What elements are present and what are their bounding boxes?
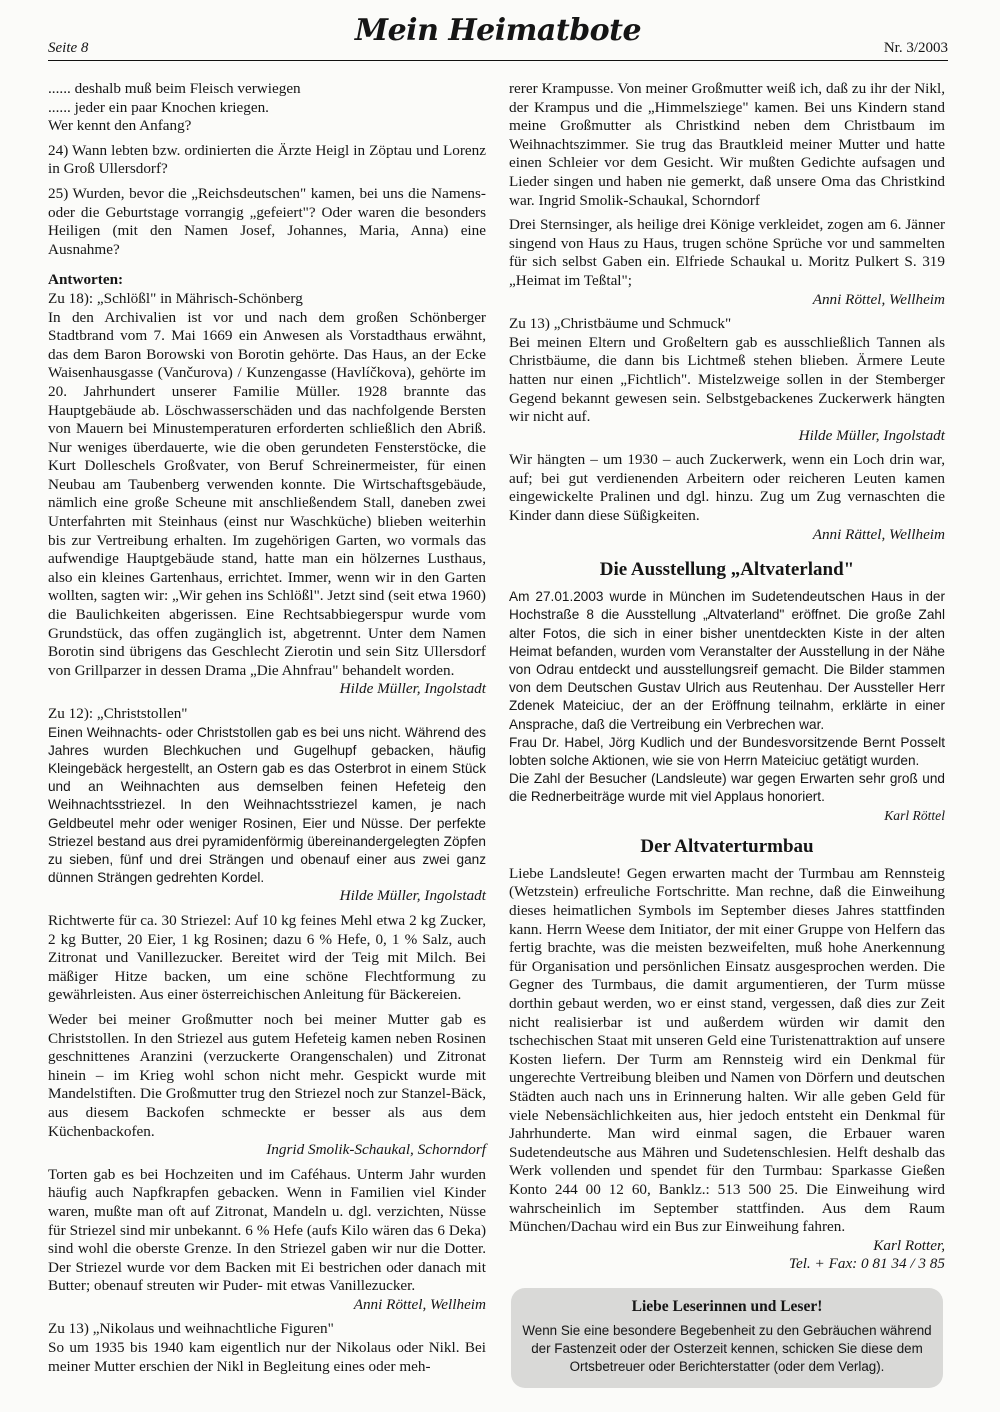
nikolaus-continued-text: rerer Krampusse. Von meiner Großmutter weiß ich, daß zu ihr der Nikl, der Krampus und die „Himmelsziege" kamen. Bei uns Kindern stand meine Großmutter als Christkind neben dem Christbaum im Weihnachtszimmer. Sie trug das Brautkleid meiner Mutter und hatte einen Schleier vor dem Gesicht. Wir mußten Gedichte aufsagen und Lieder singen und haben nie gemerkt, daß unsere Oma das Christkind war. Ingrid Smolik-Schaukal, Schorndorf [509, 80, 945, 209]
recipe-text: Richtwerte für ca. 30 Striezel: Auf 10 kg feines Mehl etwa 2 kg Zucker, 2 kg Butter, 20 Eier, 1 kg Rosinen; dazu 6 % Hefe, 0, 1 % Salz, auch Zitronat und Vanillezucker. Bereitet wird der Teig mit Milch. Bei mäßiger Hitze backen, um eine schöne Flechtformung zu gewährleisten. Aus einer österreichischen Anleitung für Bäckereien. [48, 912, 486, 1004]
sternsinger-signature: Anni Röttel, Wellheim [812, 290, 945, 308]
ausstellung-paragraph-2: Frau Dr. Habel, Jörg Kudlich und der Bundesvorsitzende Bernt Posselt lobten solche Aktionen, wie sie von Herrn Mateiciuc getätigt wurden. [509, 734, 945, 769]
striezel-signature: Ingrid Smolik-Schaukal, Schorndorf [266, 1141, 486, 1159]
answer-18-heading: Zu 18): „Schlößl" in Mährisch-Schönberg [48, 289, 303, 307]
answer-18-signature: Hilde Müller, Ingolstadt [339, 680, 486, 698]
sternsinger-text: Drei Sternsinger, als heilige drei Könige verkleidet, zogen am 6. Jänner singend von Haus zu Haus, trugen schöne Sprüche vor und sammelten für sich selbst Gaben ein. Elfriede Schaukal u. Moritz Pulkert S. 319 „Heimat im Teßtal"; [509, 216, 945, 289]
christbaum-signature: Hilde Müller, Ingolstadt [798, 426, 945, 444]
reader-notice-text: Wenn Sie eine besondere Begebenheit zu den Gebräuchen während der Fastenzeit oder der Osterzeit kennen, schicken Sie diese dem Ortsbetreuer oder Berichterstatter (oder dem Verlag). [522, 1322, 932, 1374]
torten-signature: Anni Röttel, Wellheim [353, 1295, 486, 1313]
page-number: Seite 8 [48, 40, 89, 56]
answer-13-nikolaus-heading: Zu 13) „Nikolaus und weihnachtliche Figuren" [48, 1320, 334, 1338]
page-header [48, 14, 948, 61]
ausstellung-paragraph-3: Die Zahl der Besucher (Landsleute) war gegen Erwarten sehr groß und die Rednerbeiträge wurde mit viel Applaus honoriert. [509, 771, 945, 805]
poem-line: Wer kennt den Anfang? [48, 117, 192, 135]
answer-18-text: In den Archivalien ist vor und nach dem großen Schönberger Stadtbrand vom 7. Mai 1669 ein Anwesen als Vorstadthaus erwähnt, das dem Baron Borowski von Borotin gehörte. Das Haus, an der Ecke Waisenhausgasse (Vančurova) / Kunzengasse (Havlíčkova), gehörte im 20. Jahrhundert unserer Familie Müller. 1928 brannte das Hauptgebäude ab. Löschwasserschäden und das nachfolgende Bersten von Mauern bei Minustemperaturen erforderten schließlich den Abriß. Nur weniges überdauerte, wie die oben gerundeten Fensterstöcke, die Kurt Dolleschels Großvater, von Beruf Schreinermeister, für einen Neubau am Taubenberg verwenden konnte. Die Wirtschaftsgebäude, nämlich eine große Scheune mit anschließendem Stall, daneben zwei Unterfahrten mit Steinhaus (einst nur Waschküche) blieben weiterhin bis zur Vertreibung erhalten. Im zugehörigen Garten, wo vormals das aufwendige Hauptgebäude stand, hatte man ein hölzernes Lusthaus, also ein kleines Gartenhaus, errichtet. Immer, wenn wir in den Garten wollten, sagten wir: „Wir gehen ins Schlößl". Jetzt sind (seit etwa 1960) die Baulichkeiten abgerissen. Eine Rechtsabbiegerspur wurde vom Grundstück, das offen zugänglich ist, abgetrennt. Unter dem Namen Borotin sind übrigens das Geschlecht Zierotin und sein Sitz Ullersdorf von Grillparzer in dessen Drama „Die Ahnfrau" behandelt worden. [48, 308, 486, 679]
striezel-text: Weder bei meiner Großmutter noch bei meiner Mutter gab es Christstollen. In den Striezel aus gutem Hefeteig kamen neben Rosinen geschnittenes Aranzini (verzuckerte Orangenschalen) und Zitronat hinein – im Krieg wohl schon nicht mehr. Gespickt wurde mit Mandelstiften. Die Großmutter trug den Striezel noch zur Stanzel-Bäck, aus diesem Backofen schmeckte er besser als aus dem Küchenbackofen. [48, 1010, 486, 1140]
answer-12-heading: Zu 12): „Christstollen" [48, 705, 188, 722]
answer-13-christbaum-heading: Zu 13) „Christbäume und Schmuck" [509, 315, 732, 333]
turmbau-signature: Karl Rotter, [873, 1236, 945, 1254]
answer-13-nikolaus-text: So um 1935 bis 1940 kam eigentlich nur der Nikolaus oder Nikl. Bei meiner Mutter erschien der Nikl in Begleitung eines oder meh- [48, 1339, 486, 1375]
answer-13-christbaum-text: Bei meinen Eltern und Großeltern gab es ausschließlich Tannen als Christbäume, die dann bis Lichtmeß stehen blieben. Ärmere Leute hatten nur einen „Fichtlich". Mistelzweige sollen in der Stemberger Gegend bekannt gewesen sein. Selbstgebackenes Zuckerwerk hängten wir nicht auf. [509, 333, 945, 426]
turmbau-text: Liebe Landsleute! Gegen erwarten macht der Turmbau am Rennsteig (Wetzstein) erfreuliche Fortschritte. Man rechne, daß die Einweihung dieses heimatlichen Symbols im September dieses Jahres stattfinden kann. Herrn Weese dem Initiator, der mit einer Gruppe von Helfern das fertig brachte, was die meisten bezweifelten, muß hohe Anerkennung für Organisation und persönlichen Einsatz ausgesprochen werden. Die Gegner des Turmbaus, die damit argumentieren, der Turm müsse dorthin gebaut werden, wo er einst stand, vergessen, daß dies zur Zeit nicht realisierbar ist und außerdem würden wir damit den tschechischen Staat mit unseren Geld eine Turistenattraktion auf unsere Kosten liefern. Der Turm am Rennsteig wird ein Denkmal für ungerechte Vertreibung bleiben und Namen von Dörfern und deutschen Städten auch nach uns in Erinnerung halten. Wir alle geben Geld für viele Nebensächlichkeiten aus, hier jedoch entsteht ein Denkmal für Jahrhunderte. Man wird einmal sagen, die Erbauer waren Sudetendeutsche aus Mähren und Sudetenschlesien. Helft deshalb das Werk vollenden und spendet für den Turmbau: Sparkasse Gießen Konto 244 00 12 60, Banklz.: 513 500 25. Die Einweihung wird wahrscheinlich im September stattfinden. Aus dem Raum München/Dachau wird ein Bus zur Einweihung fahren. [509, 864, 945, 1236]
ausstellung-signature: Karl Röttel [884, 807, 945, 823]
issue-number: Nr. 3/2003 [883, 40, 948, 56]
zuckerwerk-signature: Anni Rättel, Wellheim [812, 525, 945, 543]
reader-notice-title: Liebe Leserinnen und Leser! [631, 1297, 823, 1315]
turmbau-heading: Der Altvaterturmbau [640, 835, 814, 857]
answers-heading: Antworten: [48, 271, 124, 289]
torten-text: Torten gab es bei Hochzeiten und im Caféhaus. Unterm Jahr wurden häufig auch Napfkrapfen gebacken. Wenn in Familien viel Kinder waren, mußte man oft auf Zitronat, Mandeln u. dgl. verzichten, Nüsse für Striezel sind mir unbekannt. 6 % Hefe (aufs Kilo wären das 6 Deka) sind wohl die oberste Grenze. In den Striezel gaben wir nur die Dotter. Der Striezel wurde vor dem Backen mit Ei bestrichen oder danach mit Butter; obenauf streuten wir Puder- mit etwas Vanillezucker. [48, 1165, 486, 1295]
answer-12-text: Einen Weihnachts- oder Christstollen gab es bei uns nicht. Während des Jahres wurden Blechkuchen und Gugelhupf gebacken, häufig Kleingebäck hergestellt, an Ostern gab es das Osterbrot in einem Stück und an Weihnachten aus demselben feinen Hefeteig den Weihnachtsstriezel. In den Weihnachtsstriezel kamen, je nach Geldbeutel mehr oder weniger Rosinen, Eier und Nüsse. Der perfekte Striezel bestand aus drei pyramidenförmig übereinandergelegten Zöpfen zu sieben, fünf und drei Strängen und obenauf einer aus zwei ganz dünnen Strängen gedrehten Kordel. [48, 724, 486, 886]
left-column [48, 80, 486, 1376]
poem-line: ...... deshalb muß beim Fleisch verwiegen [48, 80, 301, 97]
reader-notice-box [511, 1288, 943, 1388]
masthead-logo: Mein Heimatbote [354, 13, 642, 48]
zuckerwerk-text: Wir hängten – um 1930 – auch Zuckerwerk, wenn ein Loch drin war, auf; bei gut verdienenden Arbeitern oder reicheren Leuten kamen eingewickelte Pralinen und dgl. hinzu. Zug um Zug vernaschten die Kinder dann diese Süßigkeiten. [509, 451, 945, 525]
right-column [509, 80, 945, 1388]
poem-line: ...... jeder ein paar Knochen kriegen. [48, 98, 269, 116]
turmbau-contact: Tel. + Fax: 0 81 34 / 3 85 [788, 1255, 945, 1273]
answer-12-signature: Hilde Müller, Ingolstadt [339, 887, 486, 905]
question-24: 24) Wann lebten bzw. ordinierten die Ärzte Heigl in Zöptau und Lorenz in Groß Ullersdorf? [48, 141, 486, 178]
ausstellung-paragraph-1: Am 27.01.2003 wurde in München im Sudetendeutschen Haus in der Hochstraße 8 die Ausstellung „Altvaterland" eröffnet. Die große Zahl alter Fotos, die sich in einer bisher unentdeckten Kiste in der alten Heimat befanden, wurden vom Veranstalter der Ausstellung in der Nähe von Odrau entdeckt und ausstellungsreif gemacht. Die Bilder stammen von dem Deutschen Gustav Ulrich aus Reutenhau. Der Aussteller Herr Zdenek Mateiciuc, der an der Eröffnung teilnahm, erklärte in einer Ansprache, daß die Vertreibung ein Verbrechen war. [509, 589, 945, 732]
ausstellung-heading: Die Ausstellung „Altvaterland" [599, 559, 855, 581]
question-25: 25) Wurden, bevor die „Reichsdeutschen" kamen, bei uns die Namens- oder die Geburtstage vorrangig „gefeiert"? Oder waren die besonders Heiligen (mit den Namen Josef, Johannes, Maria, Anna) eine Ausnahme? [48, 184, 486, 258]
